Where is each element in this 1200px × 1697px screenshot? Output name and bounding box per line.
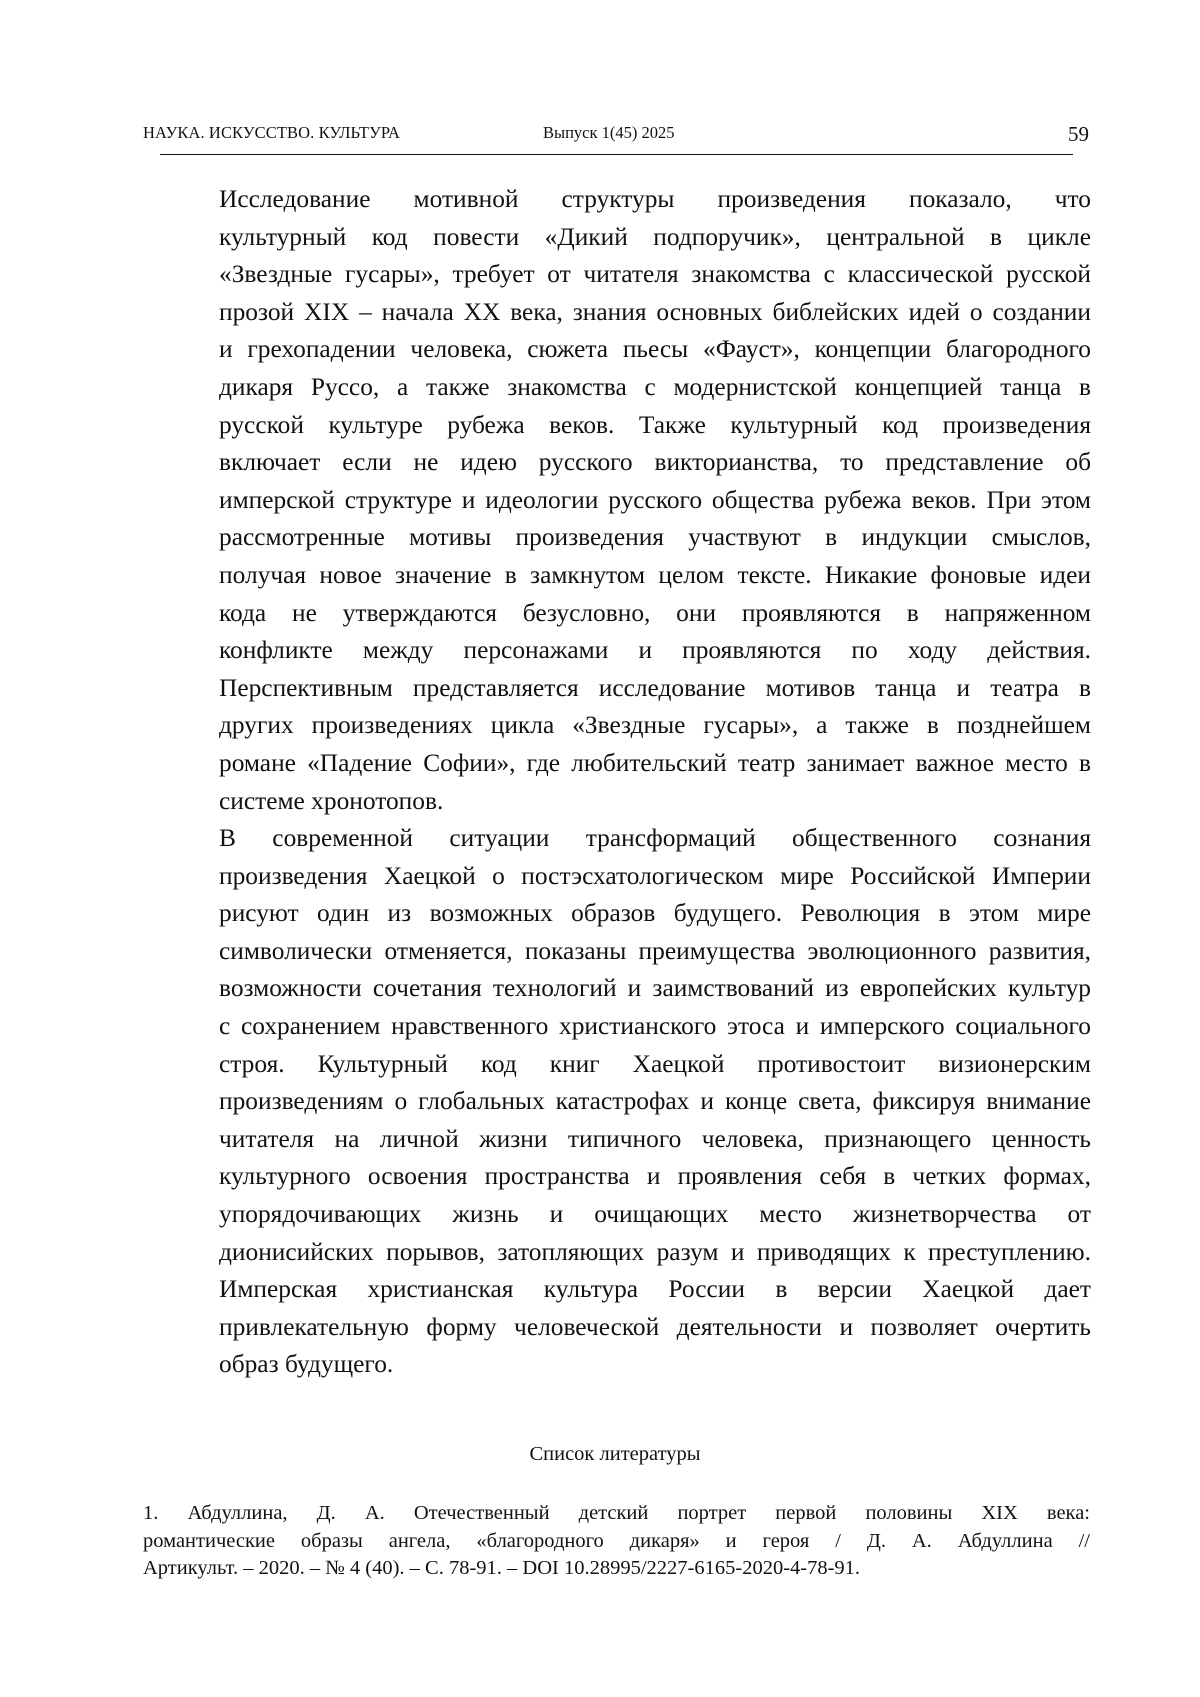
text-line: конфликте между персонажами и проявляются по ходу действия. — [143, 632, 1091, 670]
text-line: и грехопадении человека, сюжета пьесы «Фауст», концепции благородного — [143, 331, 1091, 369]
text-line: романе «Падение Софии», где любительский театр занимает важное место в — [143, 745, 1091, 783]
text-line: прозой XIX – начала XX века, знания основных библейских идей о создании — [143, 294, 1091, 332]
text-line: символически отменяется, показаны преимущества эволюционного развития, — [143, 933, 1091, 971]
text-line: романтические образы ангела, «благородного дикаря» и героя / Д. А. Абдуллина // — [143, 1528, 1090, 1556]
article-body — [143, 181, 1091, 1384]
text-line: кода не утверждаются безусловно, они проявляются в напряженном — [143, 595, 1091, 633]
body-paragraph-conclusion — [143, 181, 1091, 820]
text-line: читателя на личной жизни типичного человека, признающего ценность — [143, 1121, 1091, 1159]
references-heading: Список литературы — [0, 1443, 1200, 1466]
text-line: рисуют один из возможных образов будущего. Революция в этом мире — [143, 895, 1091, 933]
text-line: произведениям о глобальных катастрофах и конце света, фиксируя внимание — [143, 1083, 1091, 1121]
text-line: других произведениях цикла «Звездные гусары», а также в позднейшем — [143, 707, 1091, 745]
body-paragraph-future — [143, 820, 1091, 1384]
text-line: возможности сочетания технологий и заимствований из европейских культур — [143, 970, 1091, 1008]
reference-item — [143, 1500, 1090, 1583]
text-line: системе хронотопов. — [143, 783, 1091, 821]
text-line: упорядочивающих жизнь и очищающих место жизнетворчества от — [143, 1196, 1091, 1234]
text-line: рассмотренные мотивы произведения участвуют в индукции смыслов, — [143, 519, 1091, 557]
text-line: дикаря Руссо, а также знакомства с модернистской концепцией танца в — [143, 369, 1091, 407]
text-line: дионисийских порывов, затопляющих разум и приводящих к преступлению. — [143, 1234, 1091, 1272]
journal-page — [0, 0, 1200, 1697]
text-line: с сохранением нравственного христианского этоса и имперского социального — [143, 1008, 1091, 1046]
running-head-journal: НАУКА. ИСКУССТВО. КУЛЬТУРА — [143, 123, 400, 143]
text-line: 1. Абдуллина, Д. А. Отечественный детский портрет первой половины XIX века: — [143, 1500, 1090, 1528]
text-line: Перспективным представляется исследование мотивов танца и театра в — [143, 670, 1091, 708]
text-line: включает если не идею русского викторианства, то представление об — [143, 444, 1091, 482]
text-line: Имперская христианская культура России в версии Хаецкой дает — [143, 1271, 1091, 1309]
text-line: культурный код повести «Дикий подпоручик», центральной в цикле — [143, 219, 1091, 257]
text-line: русской культуре рубежа веков. Также культурный код произведения — [143, 407, 1091, 445]
text-line: получая новое значение в замкнутом целом тексте. Никакие фоновые идеи — [143, 557, 1091, 595]
text-line: строя. Культурный код книг Хаецкой противостоит визионерским — [143, 1046, 1091, 1084]
running-head-issue: Выпуск 1(45) 2025 — [543, 123, 675, 143]
text-line: имперской структуре и идеологии русского общества рубежа веков. При этом — [143, 482, 1091, 520]
text-line: В современной ситуации трансформаций общественного сознания — [143, 820, 1091, 858]
text-line: Исследование мотивной структуры произведения показало, что — [143, 181, 1091, 219]
page-number: 59 — [1068, 122, 1089, 147]
text-line: произведения Хаецкой о постэсхатологическом мире Российской Империи — [143, 858, 1091, 896]
text-line: «Звездные гусары», требует от читателя знакомства с классической русской — [143, 256, 1091, 294]
text-line: образ будущего. — [143, 1346, 1091, 1384]
header-rule — [160, 154, 1073, 155]
text-line: Артикульт. – 2020. – № 4 (40). – С. 78-91. – DOI 10.28995/2227-6165-2020-4-78-91. — [143, 1555, 1090, 1583]
text-line: культурного освоения пространства и проявления себя в четких формах, — [143, 1158, 1091, 1196]
text-line: привлекательную форму человеческой деятельности и позволяет очертить — [143, 1309, 1091, 1347]
